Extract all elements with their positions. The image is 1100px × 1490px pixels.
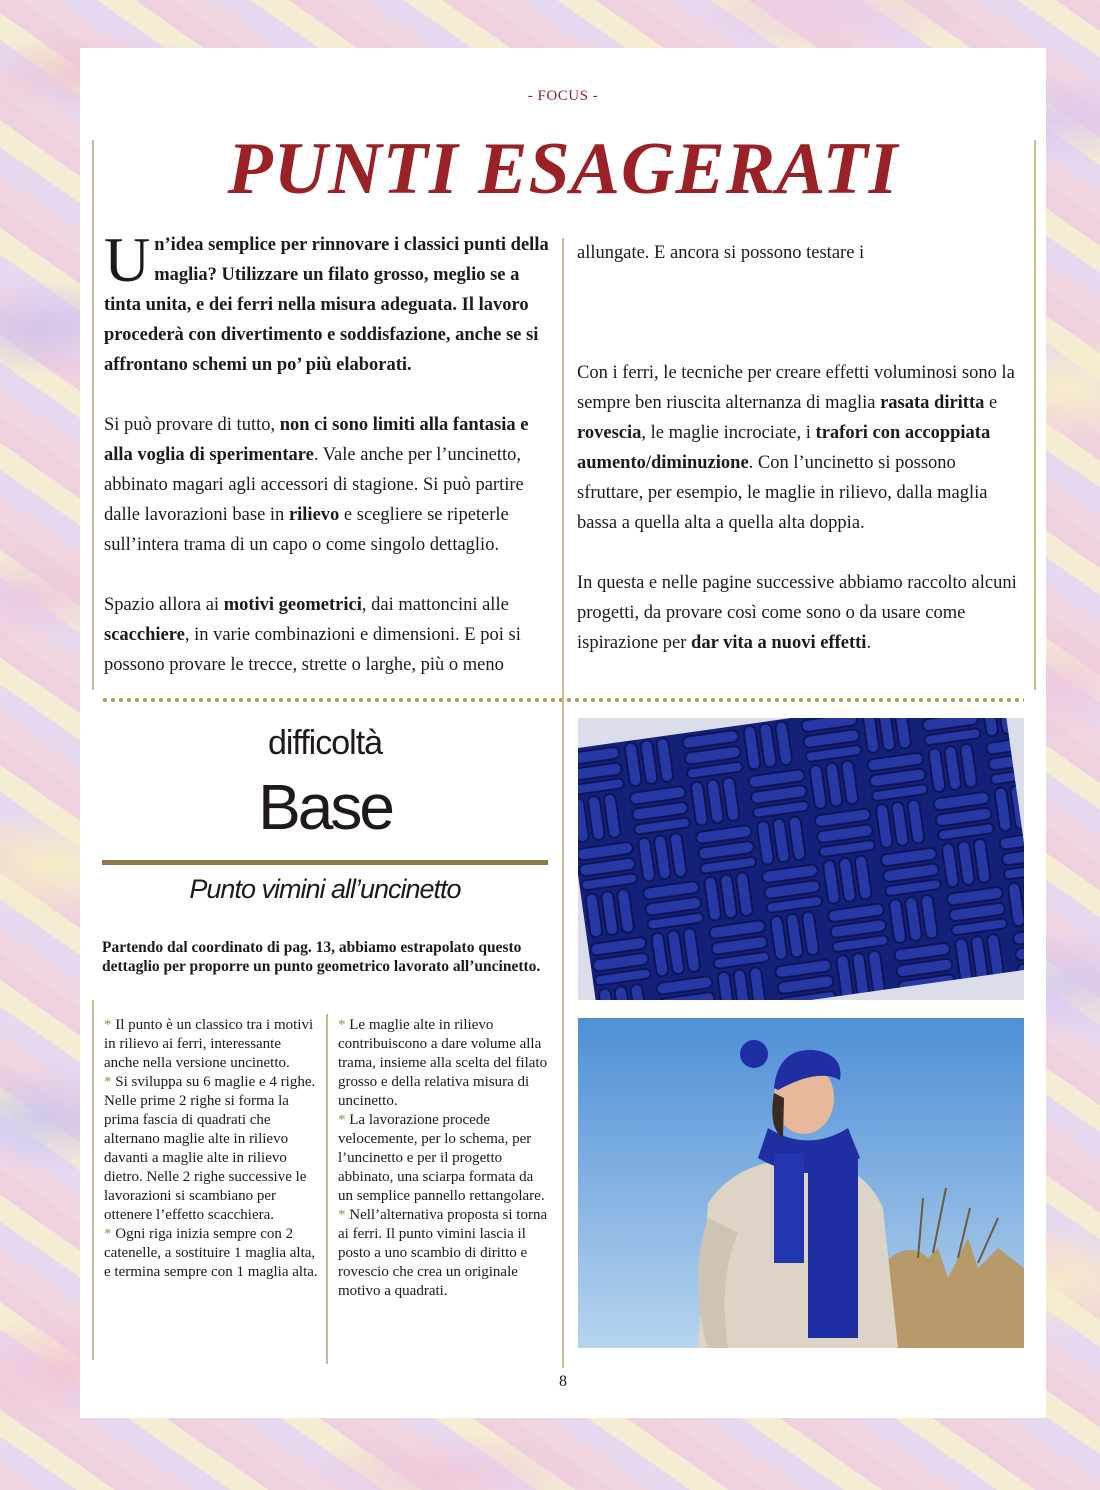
article-paragraph-2: Si può provare di tutto, non ci sono limiti alla fantasia e alla voglia di sperimentare. Vale anche per l’uncinetto, abbinato magari agli accessori di stagione. Si può partire dalle lavorazioni base in rilievo e scegliere se ripeterle sull’intera trama di un capo o come singolo dettaglio.: [104, 415, 529, 555]
note-item: * Ogni riga inizia sempre con 2 catenelle, a sostituire 1 maglia alta, e termina sempre con 1 maglia alta.: [104, 1226, 318, 1280]
model-photo: [578, 1018, 1024, 1348]
article-lead: [104, 224, 550, 380]
article-column-right: [577, 238, 1023, 658]
column-rule-left: [92, 140, 94, 690]
notes-rule-right: [562, 688, 564, 1368]
article-paragraph-4: Con i ferri, le tecniche per creare effetti voluminosi sono la sempre ben riuscita alternanza di maglia rasata diritta e rovescia, le maglie incrociate, i trafori con accoppiata aumento/diminuzione. Con l’uncinetto si possono sfruttare, per esempio, le maglie in rilievo, dalla maglia bassa a quella alta a quella alta doppia.: [577, 363, 1015, 533]
note-item: * La lavorazione procede velocemente, per lo schema, per l’uncinetto e per il progetto abbinato, una sciarpa formata da un semplice pannello rettangolare.: [338, 1112, 545, 1204]
stitch-swatch-photo: [578, 718, 1024, 1000]
notes-rule-center: [326, 1014, 328, 1364]
column-rule-center: [562, 238, 564, 693]
lead-text: n’idea semplice per rinnovare i classici punti della maglia? Utilizzare un filato grosso, meglio se a tinta unita, e dei ferri nella misura adeguata. Il lavoro procederà con divertimento e soddisfazione, anche se si affrontano schemi un po’ più elaborati.: [104, 235, 549, 375]
project-subtitle: Punto vimini all’uncinetto: [189, 874, 461, 904]
note-item: * Le maglie alte in rilievo contribuiscono a dare volume alla trama, insieme alla scelta del filato grosso e della relativa misura di uncinetto.: [338, 1017, 548, 1109]
gold-rule: [102, 860, 548, 865]
section-label: - FOCUS -: [527, 88, 599, 104]
project-intro: Partendo dal coordinato di pag. 13, abbiamo estrapolato questo dettaglio per proporre un punto geometrico lavorato all’uncinetto.: [102, 939, 541, 975]
magazine-page: [80, 48, 1046, 1418]
difficulty-level: Base: [258, 771, 392, 843]
article-paragraph-3: Spazio allora ai motivi geometrici, dai mattoncini alle scacchiere, in varie combinazioni e dimensioni. E poi si possono provare le trecce, strette o larghe, più o meno: [104, 595, 521, 675]
page-number: 8: [559, 1373, 567, 1390]
article-paragraph-5: In questa e nelle pagine successive abbiamo raccolto alcuni progetti, da provare così come sono o da usare come ispirazione per dar vita a nuovi effetti.: [577, 573, 1017, 653]
article-paragraph-3-continued: [577, 238, 1023, 328]
notes-rule-left: [92, 1000, 94, 1360]
page-title: PUNTI ESAGERATI: [227, 128, 899, 210]
difficulty-label: difficoltà: [267, 724, 383, 762]
paragraph-3-continuation: allungate. E ancora si possono testare i: [577, 243, 865, 263]
column-rule-right: [1034, 140, 1036, 690]
notes-column-left: [104, 1016, 318, 1282]
note-item: * Il punto è un classico tra i motivi in rilievo ai ferri, interessante anche nella versione uncinetto.: [104, 1017, 314, 1071]
notes-column-right: [338, 1016, 552, 1301]
note-item: * Nell’alternativa proposta si torna ai ferri. Il punto vimini lascia il posto a uno scambio di diritto e rovescio che crea un originale motivo a quadrati.: [338, 1207, 548, 1299]
note-item: * Si sviluppa su 6 maglie e 4 righe. Nelle prime 2 righe si forma la prima fascia di quadrati che alternano maglie alte in rilievo davanti a maglie alte in rilievo dietro. Nelle 2 righe successive le lavorazioni si scambiano per ottenere l’effetto scacchiera.: [104, 1074, 316, 1223]
article-column-left: [104, 224, 550, 680]
drop-cap: U: [104, 224, 151, 295]
